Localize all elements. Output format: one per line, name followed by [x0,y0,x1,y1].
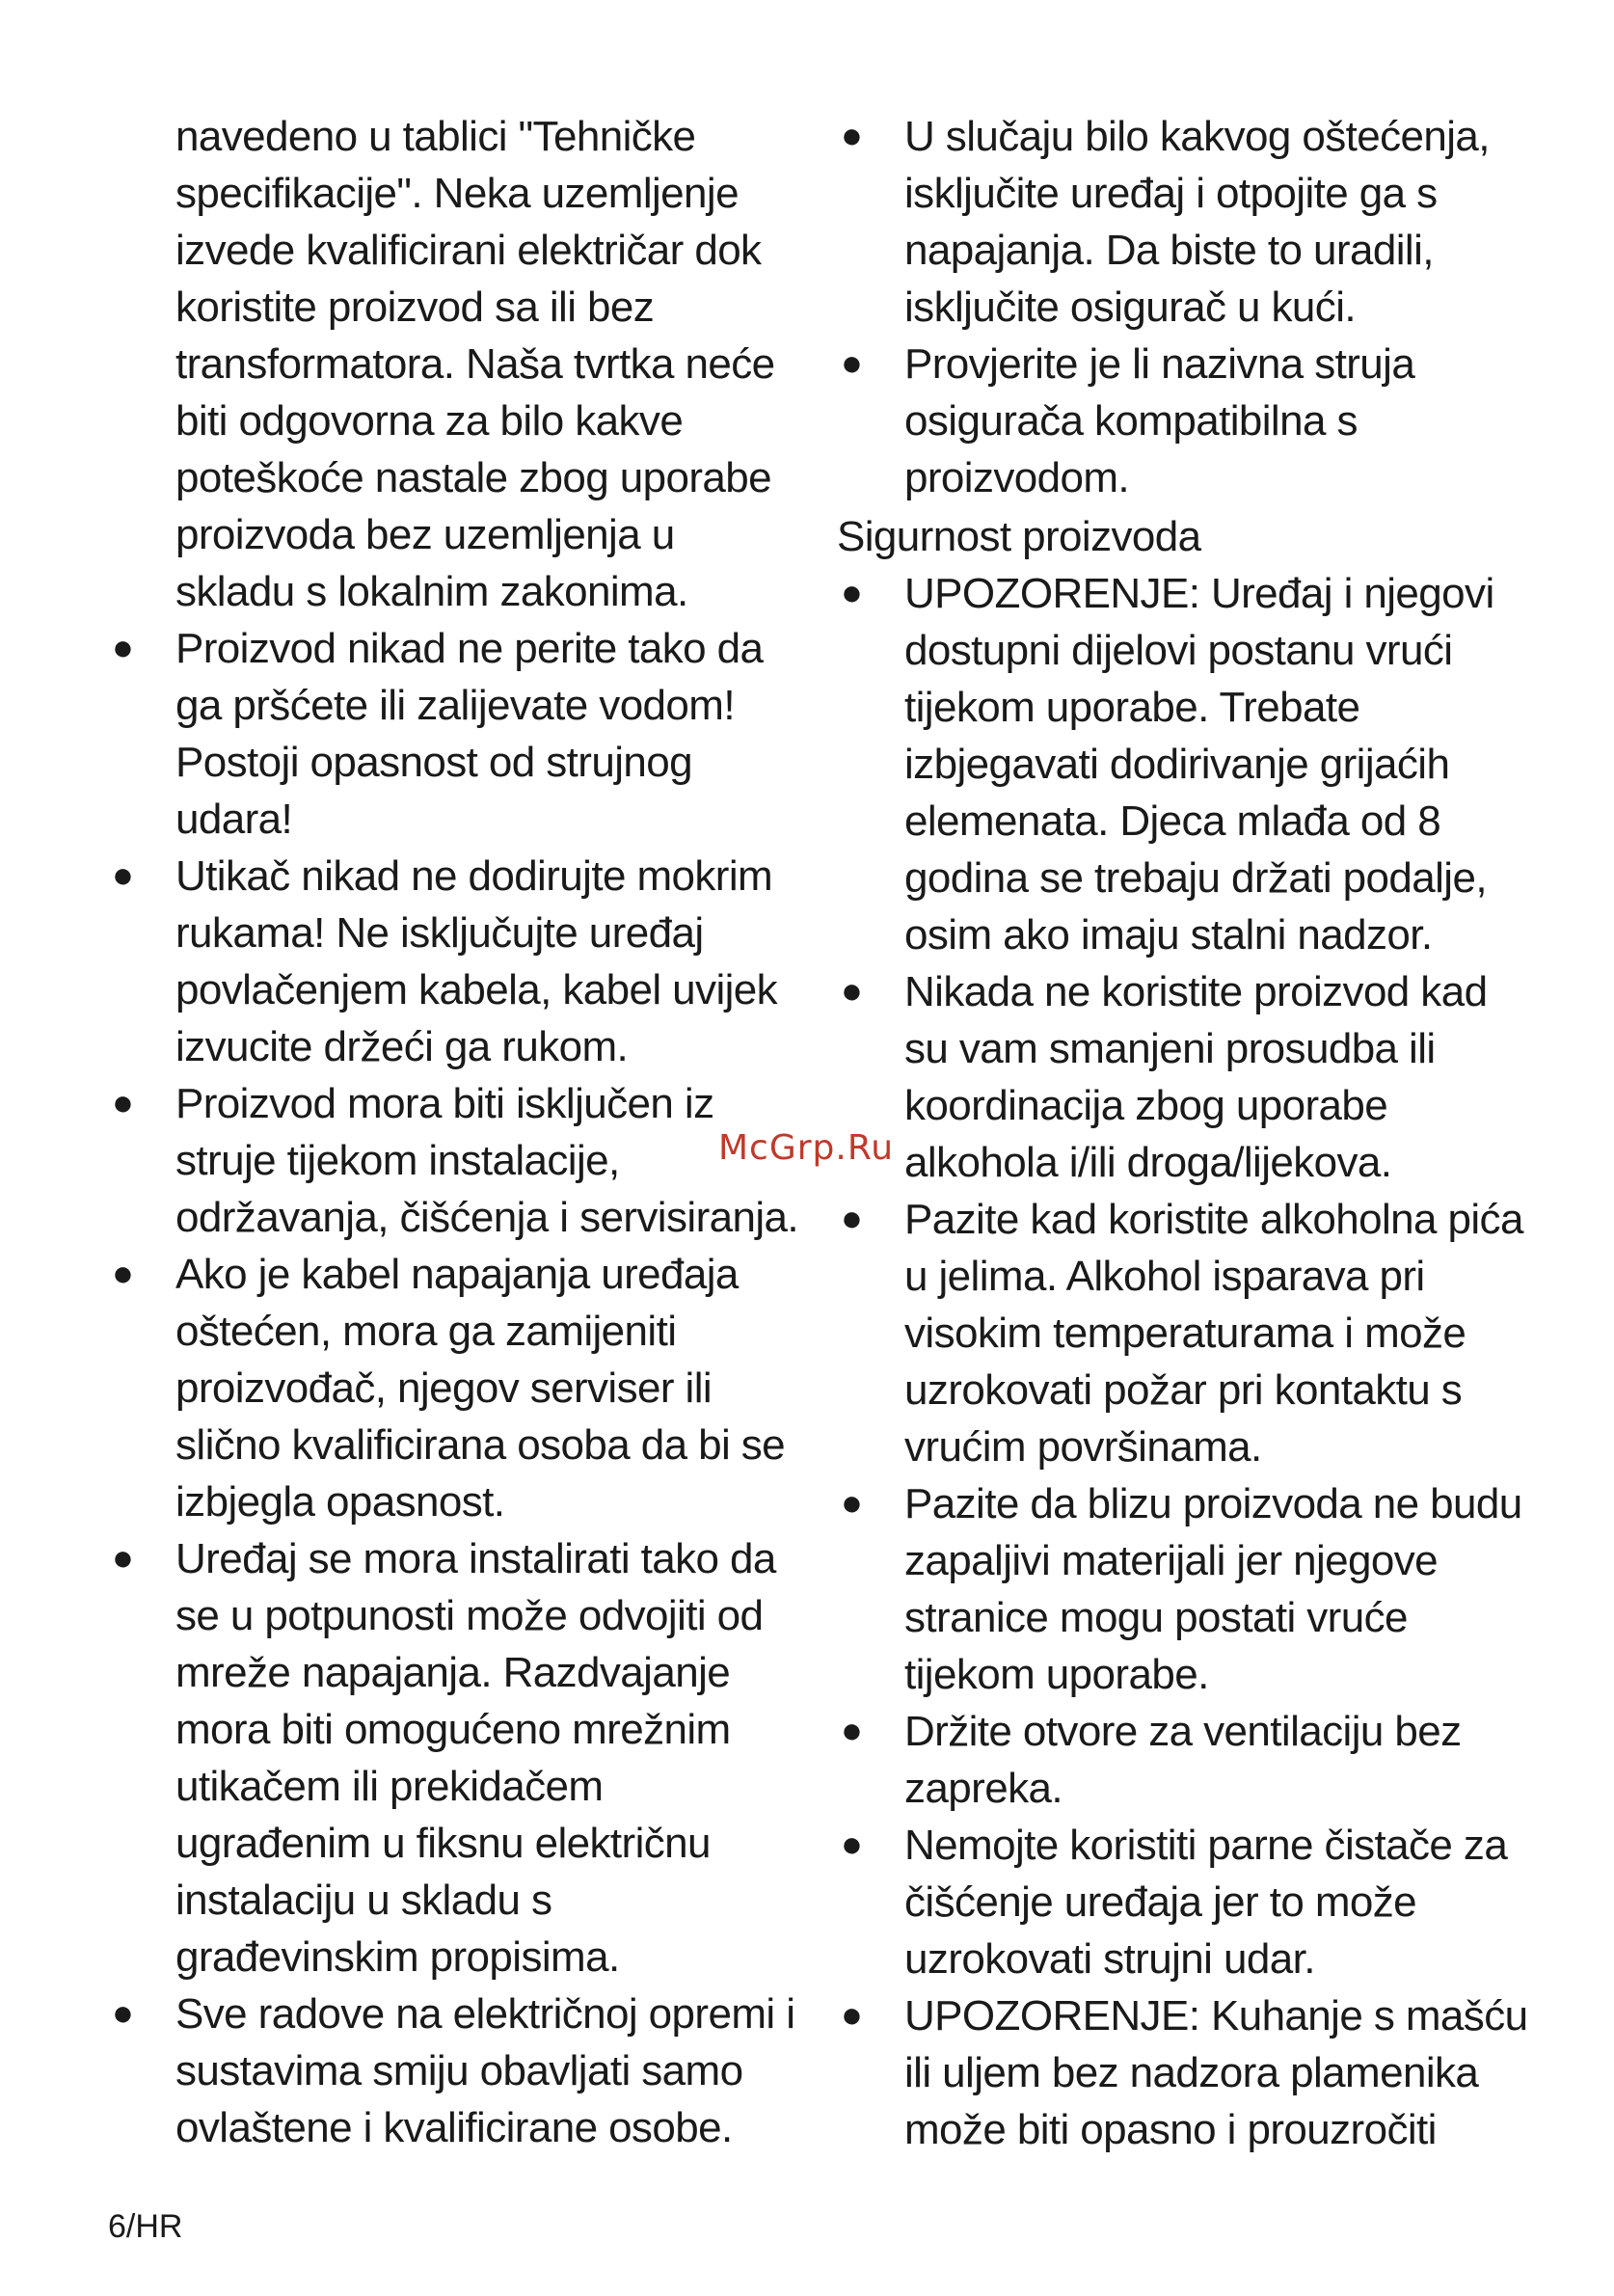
list-item-text: UPOZORENJE: Uređaj i njegovi dostupni dijelovi postanu vrući tijekom uporabe. Trebate izbjegavati dodirivanje grijaćih elemenata. Djeca mlađa od 8 godina se trebaju držati podalje, osim ako imaju stalni nadzor. [904,570,1494,959]
list-item [837,963,1541,1191]
list-item [837,1817,1541,1987]
list-item [108,848,802,1075]
list-item-text: Utikač nikad ne dodirujte mokrim rukama! Ne isključujte uređaj povlačenjem kabela, kabel uvijek izvucite držeći ga rukom. [175,852,778,1070]
list-item [108,1246,802,1530]
page-number: 6/HR [108,2208,183,2245]
list-item [108,620,802,848]
bullet-icon: ● [112,855,134,896]
bullet-icon: ● [841,971,863,1012]
bullet-icon: ● [841,1199,863,1239]
bullet-icon: ● [841,573,863,613]
list-item-text: Ako je kabel napajanja uređaja oštećen, mora ga zamijeniti proizvođač, njegov serviser ili slično kvalificirana osoba da bi se izbjegla opasnost. [175,1251,786,1526]
bullet-icon: ● [112,1538,134,1579]
list-item-text: Uređaj se mora instalirati tako da se u potpunosti može odvojiti od mreže napajanja. Razdvajanje mora biti omogućeno mrežnim utikačem ili prekidačem ugrađenim u fiksnu električnu instalaciju u skladu s građevinskim propisima. [175,1535,776,1981]
list-item-text: Nemojte koristiti parne čistače za čišćenje uređaja jer to može uzrokovati strujni udar. [904,1822,1508,1983]
list-item [108,1075,802,1246]
list-item [837,565,1541,963]
left-column [108,108,802,2156]
list-item-text: Pazite da blizu proizvoda ne budu zapaljivi materijali jer njegove stranice mogu postati vruće tijekom uporabe. [904,1480,1522,1698]
list-item-text: Proizvod nikad ne perite tako da ga pršćete ili zalijevate vodom! Postoji opasnost od strujnog udara! [175,625,764,843]
list-item-text: Proizvod mora biti isključen iz struje tijekom instalacije, održavanja, čišćenja i servisiranja. [175,1080,799,1241]
bullet-icon: ● [841,1711,863,1751]
list-item [837,1191,1541,1475]
right-column [837,108,1541,2158]
list-item [837,336,1541,506]
list-item-text: Pazite kad koristite alkoholna pića u jelima. Alkohol isparava pri visokim temperaturama i može uzrokovati požar pri kontaktu s vrućim površinama. [904,1196,1523,1471]
bullet-icon: ● [841,343,863,384]
intro-paragraph: navedeno u tablici "Tehničke specifikacije". Neka uzemljenje izvede kvalificirani električar dok koristite proizvod sa ili bez transformatora. Naša tvrtka neće biti odgovorna za bilo kakve poteškoće nastale zbog uporabe proizvoda bez uzemljenja u skladu s lokalnim zakonima. [175,113,775,615]
list-item [108,1530,802,1985]
bullet-icon: ● [841,1995,863,2036]
list-item [837,1987,1541,2158]
bullet-icon: ● [841,1824,863,1865]
bullet-icon: ● [841,1483,863,1524]
list-item-text: Provjerite je li nazivna struja osigurača kompatibilna s proizvodom. [904,340,1415,501]
list-item [837,1475,1541,1703]
bullet-icon: ● [112,1083,134,1123]
list-item-text: Sve radove na električnoj opremi i sustavima smiju obavljati samo ovlaštene i kvalificirane osobe. [175,1990,795,2151]
watermark-link[interactable]: McGrp.Ru [718,1128,895,1168]
bullet-icon: ● [841,116,863,156]
list-item [837,1703,1541,1817]
list-item-text: Držite otvore za ventilaciju bez zapreka. [904,1708,1462,1812]
section-heading: Sigurnost proizvoda [837,513,1201,560]
list-item-text: U slučaju bilo kakvog oštećenja, isključite uređaj i otpojite ga s napajanja. Da biste to uradili, isključite osigurač u kući. [904,113,1490,331]
bullet-icon: ● [112,1254,134,1294]
bullet-icon: ● [112,628,134,668]
bullet-icon: ● [112,1993,134,2034]
list-item-text: UPOZORENJE: Kuhanje s mašću ili uljem bez nadzora plamenika može biti opasno i prouzročiti [904,1992,1528,2153]
list-item [108,1985,802,2156]
list-item-text: Nikada ne koristite proizvod kad su vam smanjeni prosudba ili koordinacija zbog uporabe alkohola i/ili droga/lijekova. [904,968,1488,1186]
list-item [837,108,1541,336]
